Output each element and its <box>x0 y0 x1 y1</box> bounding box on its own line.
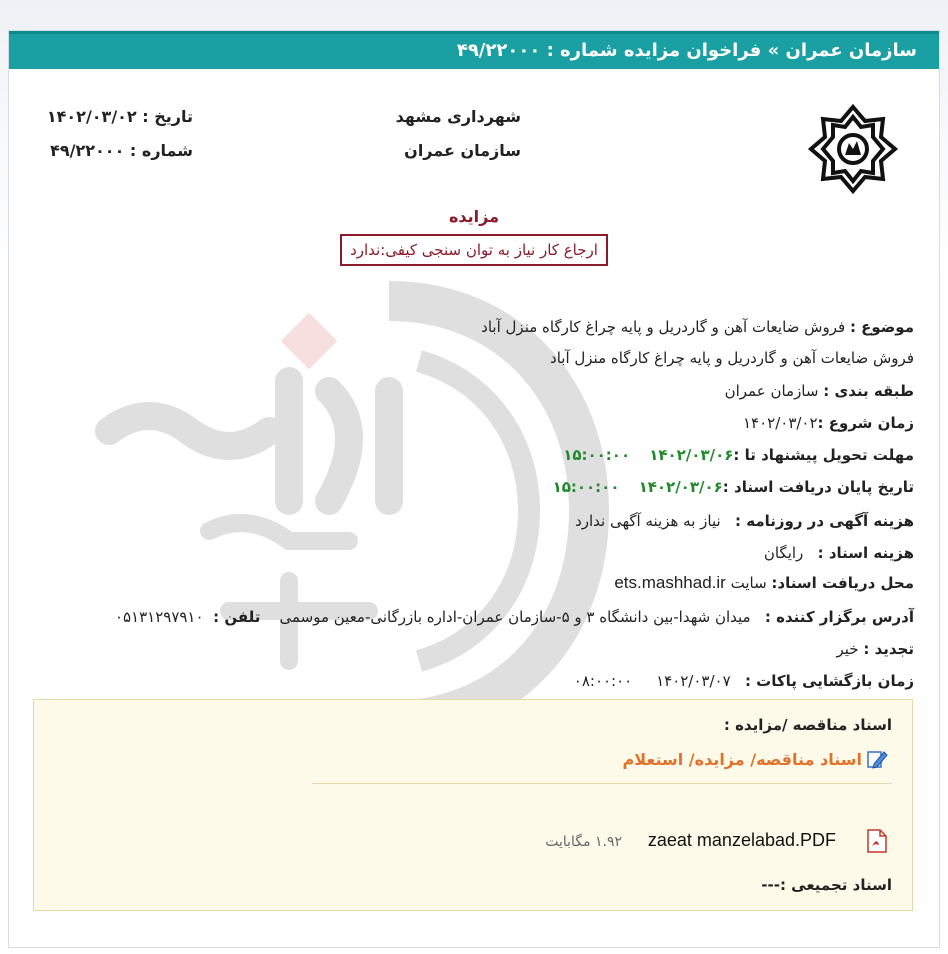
start-value: ۱۴۰۲/۰۳/۰۲ <box>742 414 818 432</box>
edit-pencil-icon <box>866 748 888 770</box>
offer-deadline-row <box>563 445 914 465</box>
number-meta <box>43 141 193 160</box>
aggregate-documents <box>761 876 892 894</box>
offer-deadline-label: مهلت تحویل پیشنهاد تا : <box>733 446 914 464</box>
doc-place-prefix: سایت <box>730 574 767 592</box>
opening-row <box>574 671 914 691</box>
number-value: ۴۹/۲۲۰۰۰ <box>50 141 125 160</box>
page-title: فراخوان مزایده شماره : ۴۹/۲۲۰۰۰ <box>456 40 762 61</box>
doc-place-label: محل دریافت اسناد: <box>771 574 914 592</box>
documents-panel <box>33 699 913 911</box>
aggregate-label: اسناد تجمیعی : <box>779 876 892 894</box>
opening-label: زمان بازگشایی پاکات : <box>744 672 914 690</box>
doc-place-row <box>614 573 914 593</box>
doc-place-site[interactable]: ets.mashhad.ir <box>614 573 726 592</box>
ad-cost-row <box>575 511 914 531</box>
pdf-file-icon <box>866 829 888 853</box>
municipality-logo-icon <box>807 103 899 195</box>
documents-divider <box>312 783 892 784</box>
start-label: زمان شروع : <box>817 414 914 432</box>
file-size: ۱.۹۲ مگابایت <box>545 834 622 850</box>
breadcrumb <box>457 40 917 61</box>
subject-description: فروش ضایعات آهن و گاردریل و پایه چراغ کارگاه منزل آباد <box>550 349 914 367</box>
municipality-name: شهرداری مشهد <box>395 107 521 126</box>
date-label: تاریخ : <box>142 107 193 126</box>
aggregate-value: --- <box>761 876 780 894</box>
breadcrumb-separator: » <box>767 40 780 61</box>
phone-label: تلفن : <box>213 608 261 626</box>
doc-cost-value: رایگان <box>763 544 804 562</box>
auction-card <box>8 30 940 948</box>
quality-note: ارجاع کار نیاز به توان سنجی کیفی:ندارد <box>340 234 608 266</box>
doc-cost-row <box>764 543 914 563</box>
phone-value: ۰۵۱۳۱۲۹۷۹۱۰ <box>114 608 204 626</box>
header-bar <box>9 31 939 69</box>
pdf-file-link[interactable]: zaeat manzelabad.PDF <box>647 830 836 850</box>
breadcrumb-org-link[interactable]: سازمان عمران <box>785 40 917 61</box>
category-row <box>725 381 914 401</box>
doc-end-time: ۱۵:۰۰:۰۰ <box>552 478 620 496</box>
address-row <box>115 607 914 627</box>
documents-link[interactable]: اسناد مناقصه/ مزایده/ استعلام <box>622 750 862 769</box>
watermark-logo <box>89 281 609 741</box>
opening-date: ۱۴۰۲/۰۳/۰۷ <box>656 672 731 690</box>
category-value: سازمان عمران <box>724 382 819 400</box>
start-row <box>743 413 914 433</box>
ad-cost-label: هزینه آگهی در روزنامه : <box>735 512 914 530</box>
category-label: طبقه بندی : <box>823 382 914 400</box>
offer-deadline-date: ۱۴۰۲/۰۳/۰۶ <box>649 446 734 464</box>
subject-label: موضوع : <box>849 318 914 336</box>
date-value: ۱۴۰۲/۰۳/۰۲ <box>46 107 137 126</box>
opening-time: ۰۸:۰۰:۰۰ <box>573 672 633 690</box>
number-label: شماره : <box>129 141 193 160</box>
renewal-value: خیر <box>836 640 859 658</box>
organization-name: سازمان عمران <box>404 141 521 160</box>
doc-end-row <box>553 477 914 497</box>
doc-end-date: ۱۴۰۲/۰۳/۰۶ <box>638 478 723 496</box>
documents-title: اسناد مناقصه /مزایده : <box>723 716 892 734</box>
doc-end-label: تاریخ پایان دریافت اسناد : <box>722 478 914 496</box>
subject-value: فروش ضایعات آهن و گاردریل و پایه چراغ کارگاه منزل آباد <box>481 318 846 336</box>
subject-row <box>481 317 914 337</box>
renewal-label: تجدید : <box>863 640 914 658</box>
offer-deadline-time: ۱۵:۰۰:۰۰ <box>563 446 631 464</box>
address-value: میدان شهدا-بین دانشگاه ۳ و ۵-سازمان عمران-اداره بازرگانی-معین موسمی <box>279 608 751 626</box>
address-label: آدرس برگزار کننده : <box>764 608 914 626</box>
renewal-row <box>837 639 914 659</box>
date-meta <box>43 107 193 126</box>
ad-cost-value: نیاز به هزینه آگهی ندارد <box>575 512 721 530</box>
auction-type: مزایده <box>448 207 500 226</box>
doc-cost-label: هزینه اسناد : <box>817 544 914 562</box>
